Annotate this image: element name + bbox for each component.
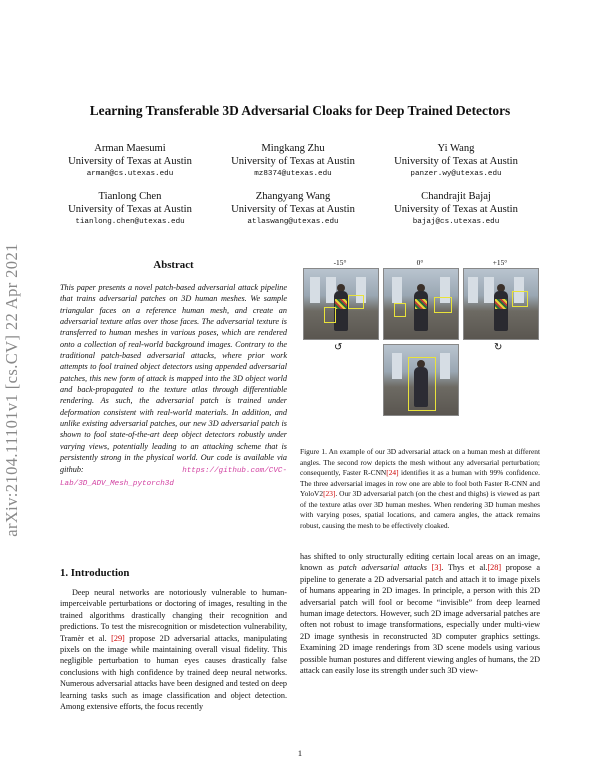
author-email[interactable]: arman@cs.utexas.edu bbox=[86, 170, 174, 178]
author-affiliation: University of Texas at Austin bbox=[68, 204, 192, 215]
author-email[interactable]: panzer.wy@utexas.edu bbox=[410, 170, 502, 178]
author-block bbox=[50, 190, 210, 228]
author-affiliation: University of Texas at Austin bbox=[68, 156, 192, 167]
angle-label: -15° bbox=[333, 258, 347, 267]
author-name: Zhangyang Wang bbox=[255, 191, 331, 202]
author-affiliation: University of Texas at Austin bbox=[394, 156, 518, 167]
author-affiliation: University of Texas at Austin bbox=[394, 204, 518, 215]
figure-1-caption: Figure 1. An example of our 3D adversarial attack on a human mesh at different angles. The second row depicts the mesh without any adversarial perturbation; consequently, Faster R-CNN[24] identifies it as a human with 99% confidence. The three adversarial images in row one are able to fool both Faster R-CNN and YoloV2[23]. Our 3D adversarial patch (on the chest and thighs) is viewed as part of the texture atlas over 3D human meshes. When rendering 3D human meshes with varying poses, spatial locations, and camera angles, the attack remains robust, causing the mesh to be effectively cloaked. bbox=[300, 447, 540, 530]
clean-image-center bbox=[383, 344, 459, 416]
author-name: Chandrajit Bajaj bbox=[421, 191, 491, 202]
abstract-text: This paper presents a novel patch-based adversarial attack pipeline that trains adversarial patches on 3D human meshes. We sample triangular faces on a reference human mesh, and create an adversarial texture atlas over those faces. The adversarial texture is transferred to human meshes in various poses, which are rendered onto a collection of real-world background images. Contrary to the traditional patch-based adversarial attacks, where prior work attempts to fool trained object detectors using appended adversarial patches, this new form of attack is mapped into the 3D object world and back-propagated to the texture atlas through differentiable rendering. As such, the adversarial patch is trained under deformation consistent with real-world materials. In addition, and unlike existing adversarial patches, our new 3D adversarial patch is shown to fool state-of-the-art deep object detectors robustly under varying views, potentially leading to an attacking scheme that is persistently strong in the physical world. Our code is available via github: bbox=[60, 283, 287, 474]
author-block bbox=[213, 142, 373, 180]
rotate-left-icon: ↺ bbox=[334, 342, 343, 353]
angle-label: +15° bbox=[492, 258, 508, 267]
adversarial-image-center bbox=[383, 268, 459, 340]
author-email[interactable]: atlaswang@utexas.edu bbox=[247, 218, 339, 226]
author-block bbox=[50, 142, 210, 180]
citation-link[interactable]: [28] bbox=[487, 563, 502, 573]
intro-left-column: Deep neural networks are notoriously vulnerable to human-imperceivable perturbations or doctoring of images, resulting in the trained algorithms drastically changing their recognition and predictions. To test the misrecognition or misdetection vulnerability, Tramèr et al. [29] propose 2D adversarial attacks, manipulating pixels on the image while maintaining overall visual fidelity. This negligible perturbation to human eyes causes drastically false conclusions with high confidence by trained deep neural networks. Numerous adversarial attacks have been designed and tested on deep learning tasks such as image classification and object detection. Among extensive efforts, the focus recently bbox=[60, 588, 288, 712]
author-name: Yi Wang bbox=[437, 143, 475, 154]
abstract-body bbox=[60, 282, 287, 490]
angle-label: 0° bbox=[416, 258, 424, 267]
github-link[interactable]: https://github.com/CVC-Lab/3D_ADV_Mesh_pytorch3d bbox=[60, 466, 287, 488]
intro-right-column: has shifted to only structurally editing certain local areas on an image, known as patch adversarial attacks [3]. Thys et al.[28] propose a pipeline to generate a 2D adversarial patch and attach it to image pixels of humans appearing in 2D images. In principle, a person with this 2D adversarial patch will fool or become “invisible” from deep learned human image detectors. However, such 2D image adversarial patches are often not robust to image transformations, especially under multi-view 2D image synthesis in reconstructed 3D computer graphics settings. Examining 2D image renderings from 3D scene models using various possible human postures and different viewing angles of humans, the 2D attack can easily lose its strength under such 3D view- bbox=[300, 552, 541, 676]
adversarial-image-left bbox=[303, 268, 379, 340]
author-affiliation: University of Texas at Austin bbox=[231, 156, 355, 167]
rotate-right-icon: ↻ bbox=[494, 342, 503, 353]
author-email[interactable]: mz8374@utexas.edu bbox=[254, 170, 332, 178]
author-name: Mingkang Zhu bbox=[261, 143, 325, 154]
abstract-heading: Abstract bbox=[153, 259, 194, 271]
author-block bbox=[376, 142, 536, 180]
author-block bbox=[213, 190, 373, 228]
citation-link[interactable]: [23] bbox=[323, 489, 336, 498]
author-name: Tianlong Chen bbox=[98, 191, 162, 202]
author-block bbox=[376, 190, 536, 228]
author-email[interactable]: tianlong.chen@utexas.edu bbox=[75, 218, 185, 226]
author-name: Arman Maesumi bbox=[94, 143, 166, 154]
page-number: 1 bbox=[297, 748, 303, 758]
author-email[interactable]: bajaj@cs.utexas.edu bbox=[412, 218, 500, 226]
citation-link[interactable]: [24] bbox=[386, 468, 399, 477]
citation-link[interactable]: [29] bbox=[111, 633, 125, 643]
intro-heading: 1. Introduction bbox=[60, 567, 130, 579]
figure-1 bbox=[300, 258, 540, 438]
adversarial-image-right bbox=[463, 268, 539, 340]
paper-title: Learning Transferable 3D Adversarial Cloaks for Deep Trained Detectors bbox=[89, 103, 511, 118]
author-affiliation: University of Texas at Austin bbox=[231, 204, 355, 215]
citation-link[interactable]: [3] bbox=[431, 563, 442, 573]
